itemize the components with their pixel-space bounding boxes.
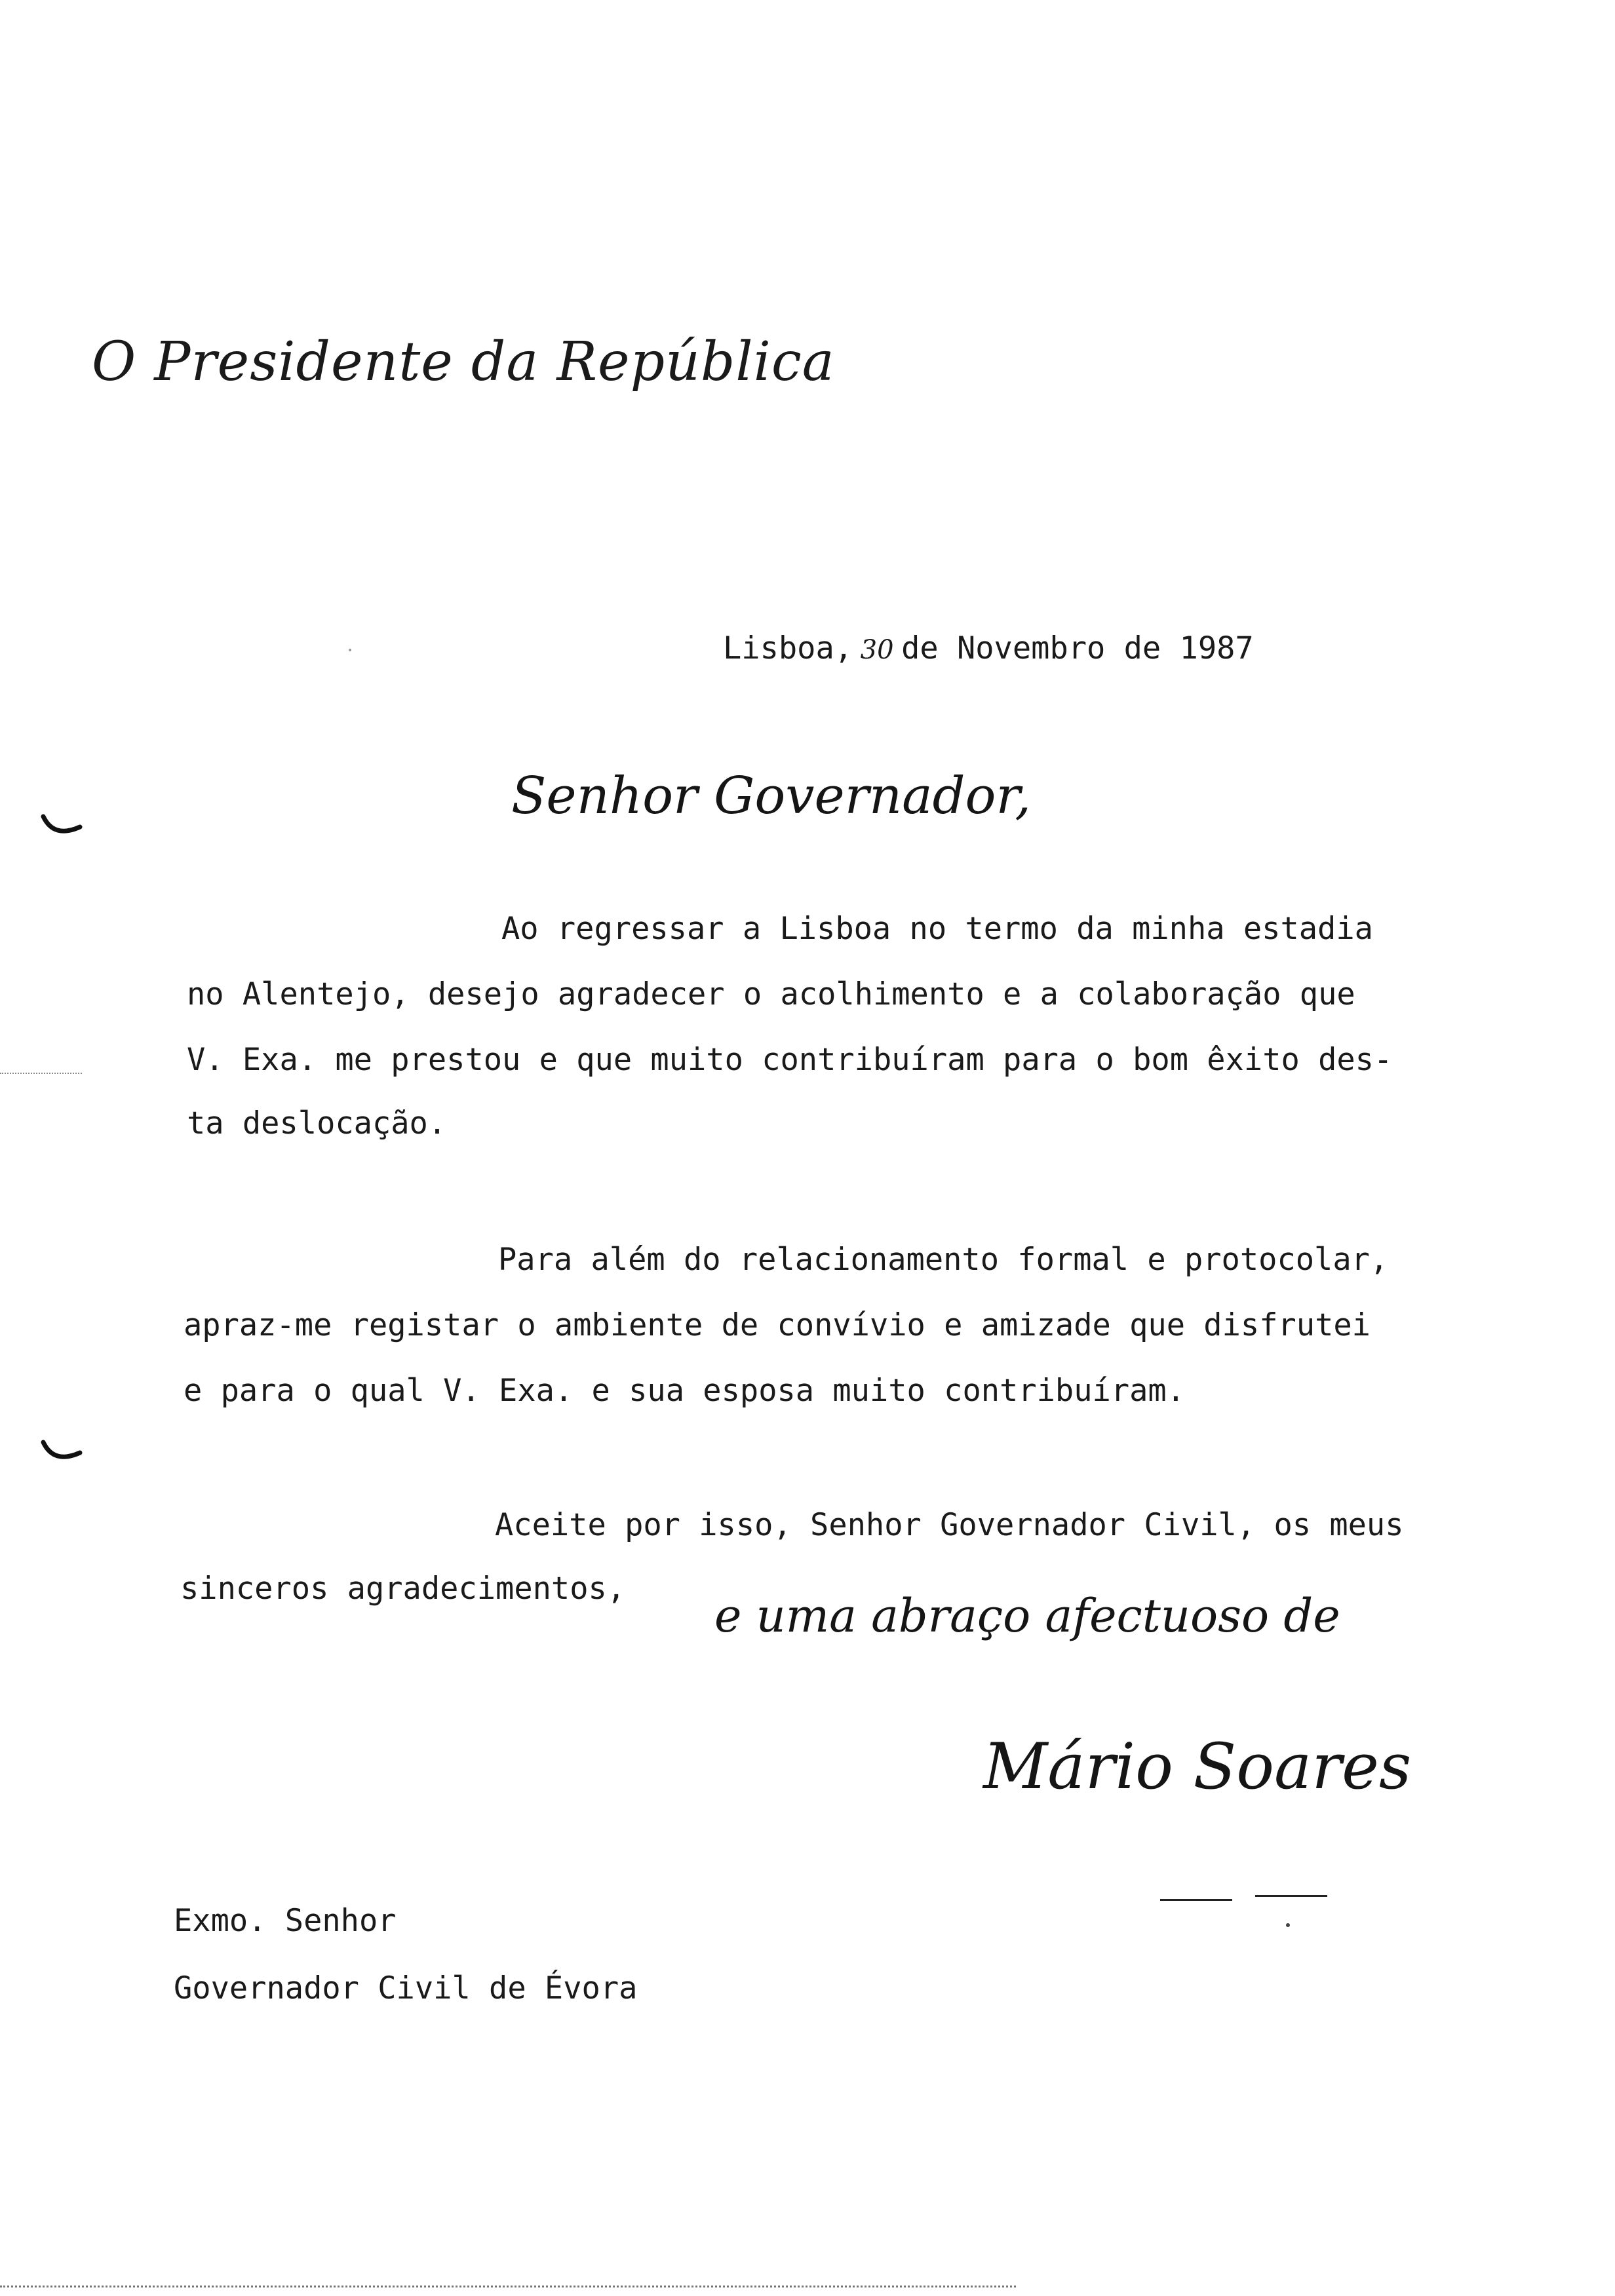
closing-handwritten: e uma abraço afectuoso de: [714, 1589, 1340, 1643]
date-suffix: de Novembro de 1987: [901, 630, 1254, 666]
addressee-line1: Exmo. Senhor: [174, 1903, 397, 1939]
margin-scan-line: [0, 1073, 82, 1074]
body-p1-line1: Ao regressar a Lisboa no termo da minha estadia: [501, 911, 1373, 947]
body-p3-line1: Aceite por isso, Senhor Governador Civil, os meus: [495, 1507, 1404, 1543]
scan-speck: [349, 649, 351, 651]
signature-underline-left: [1160, 1899, 1232, 1901]
date-line: [723, 630, 1254, 666]
body-p3-line2: sinceros agradecimentos,: [180, 1571, 626, 1607]
date-prefix: Lisboa,: [723, 630, 853, 666]
salutation-handwritten: Senhor Governador,: [511, 767, 1032, 826]
bottom-scan-line: [0, 2286, 1016, 2287]
body-p1-line4: ta deslocação.: [187, 1105, 447, 1141]
body-p2-line3: e para o qual V. Exa. e sua esposa muito contribuíram.: [184, 1373, 1186, 1409]
letterhead: O Presidente da República: [92, 331, 835, 393]
fold-mark-lower: [39, 1438, 85, 1471]
signature-dot: [1286, 1923, 1290, 1927]
signature-underline-right: [1255, 1895, 1327, 1897]
addressee-line2: Governador Civil de Évora: [174, 1970, 638, 2006]
fold-mark-upper: [39, 813, 85, 845]
body-p2-line2: apraz-me registar o ambiente de convívio e amizade que disfrutei: [184, 1307, 1371, 1343]
body-p1-line3: V. Exa. me prestou e que muito contribuíram para o bom êxito des-: [187, 1042, 1393, 1078]
body-p2-line1: Para além do relacionamento formal e protocolar,: [498, 1242, 1389, 1278]
date-day-handwritten: 30: [860, 635, 894, 665]
body-p1-line2: no Alentejo, desejo agradecer o acolhimento e a colaboração que: [187, 976, 1355, 1012]
signature: Mário Soares: [983, 1730, 1412, 1803]
